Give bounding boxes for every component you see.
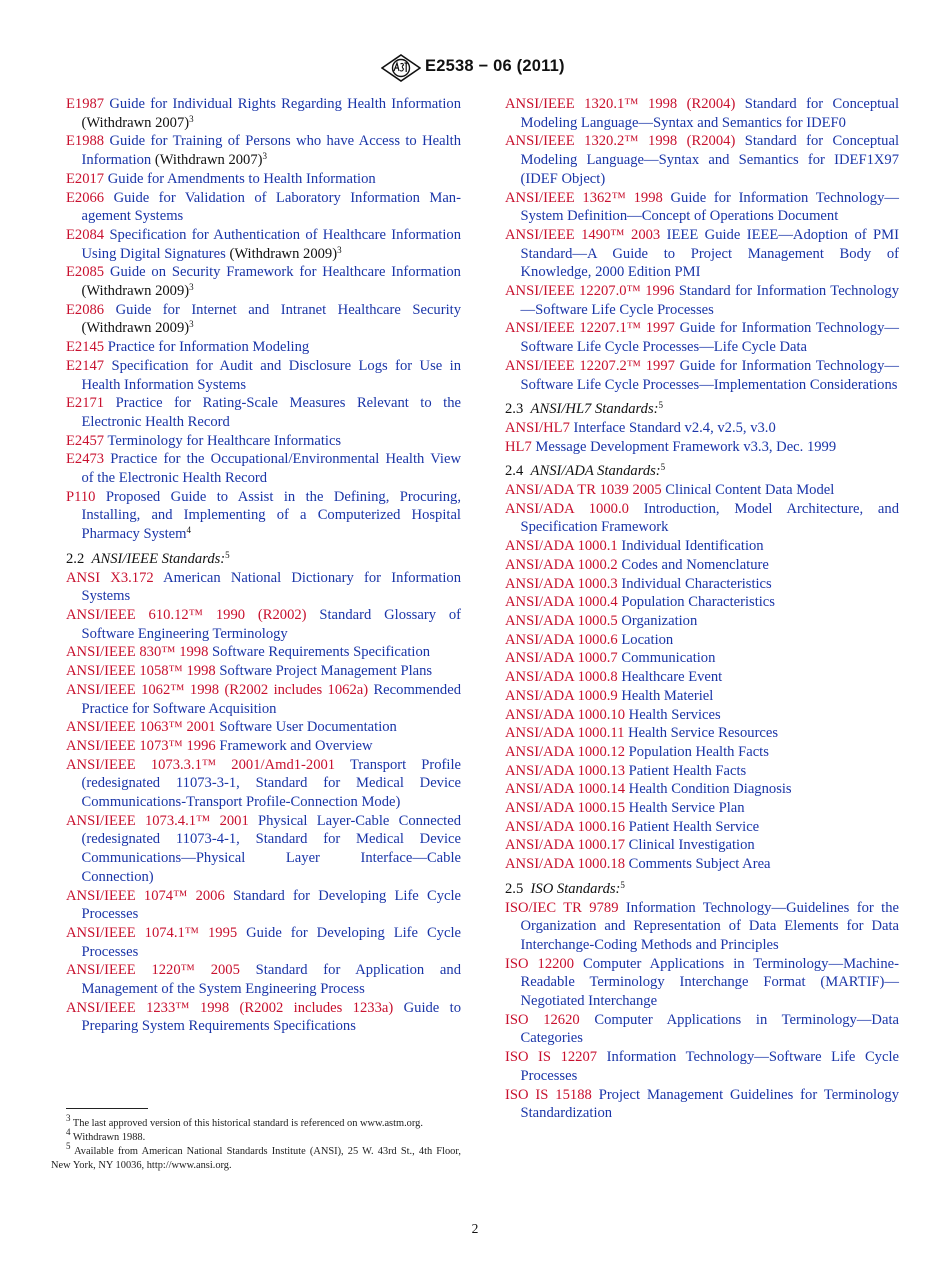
standard-title-link[interactable]: Framework and Overview: [219, 737, 373, 754]
standard-title-link[interactable]: Location: [621, 631, 674, 648]
standard-designation-link[interactable]: ISO IS 15188: [505, 1086, 592, 1103]
footnote-divider: [66, 1108, 148, 1109]
reference-entry: [505, 537, 899, 556]
reference-entry: [66, 170, 461, 189]
standard-designation-link[interactable]: ANSI/ADA 1000.13: [505, 762, 625, 779]
standard-title-link[interactable]: Recommended Practice for Software Acquisition: [81, 681, 461, 717]
reference-entry: [66, 95, 461, 132]
standard-title-link[interactable]: Software User Documentation: [219, 719, 397, 736]
standard-designation-link[interactable]: ANSI/IEEE 1062™ 1998 (R2002 includes 1062a): [66, 681, 369, 698]
section-title: ANSI/HL7 Standards:: [530, 401, 659, 418]
standard-title-link[interactable]: Population Health Facts: [628, 743, 769, 760]
standard-title-link[interactable]: Practice for Information Modeling: [107, 339, 310, 356]
standard-designation-link[interactable]: ANSI/ADA 1000.8: [505, 669, 618, 686]
withdrawn-note: (Withdrawn 2007): [81, 114, 190, 131]
standard-designation-link[interactable]: ISO 12620: [505, 1011, 580, 1028]
standard-title-link[interactable]: Health Service Resources: [628, 725, 779, 742]
standard-title-link[interactable]: Practice for Rating-Scale Measures Relevant to the Electronic Health Record: [81, 395, 461, 430]
standard-title-link[interactable]: Guide for Information Technology—Software Life Cycle Processes—Implementation Considerations: [520, 357, 899, 393]
reference-entry: [505, 357, 899, 394]
standard-title-link[interactable]: American National Dictionary for Information Systems: [81, 569, 461, 605]
section-number: 2.2: [66, 550, 85, 567]
reference-entry: [66, 301, 461, 338]
reference-entry: [66, 263, 461, 300]
standard-designation-link[interactable]: ANSI/IEEE 610.12™ 1990 (R2002): [66, 606, 307, 623]
footnote-ref[interactable]: 3: [189, 113, 194, 124]
withdrawn-note: (Withdrawn 2009): [81, 283, 190, 300]
section-title: ANSI/ADA Standards:: [530, 463, 661, 480]
standard-designation-link[interactable]: ANSI/ADA 1000.7: [505, 650, 618, 667]
reference-entry: [505, 818, 899, 837]
reference-entry: [66, 887, 461, 924]
standard-designation-link[interactable]: ANSI/IEEE 1320.2™ 1998 (R2004): [505, 133, 736, 150]
standard-title-link[interactable]: Patient Health Service: [628, 818, 760, 835]
page-number: 2: [471, 1221, 479, 1236]
reference-entry: [505, 1048, 899, 1085]
standard-designation-link[interactable]: E2066: [66, 189, 105, 206]
footnote-ref[interactable]: 3: [262, 151, 267, 162]
standard-designation-link[interactable]: ANSI/IEEE 1074™ 2006: [66, 887, 225, 904]
standard-title-link[interactable]: Computer Applications in Terminology—Data Categories: [520, 1011, 899, 1047]
standard-designation-link[interactable]: E1988: [66, 133, 105, 150]
standard-designation-link[interactable]: ANSI/ADA 1000.11: [505, 725, 625, 742]
left-column: [66, 95, 461, 1036]
standard-title-link[interactable]: Communication: [621, 650, 716, 667]
standard-designation-link[interactable]: ANSI/IEEE 1233™ 1998 (R2002 includes 1233a): [66, 999, 394, 1016]
standard-designation-link[interactable]: ISO/IEC TR 9789: [505, 899, 619, 916]
reference-entry: [66, 226, 461, 263]
reference-entry: [66, 756, 461, 812]
reference-entry: [505, 799, 899, 818]
reference-entry: [505, 1011, 899, 1048]
standard-title-link[interactable]: Terminology for Healthcare Informatics: [107, 432, 342, 449]
standard-designation-link[interactable]: ISO IS 12207: [505, 1049, 598, 1066]
standard-designation-link[interactable]: E2147: [66, 357, 105, 374]
standard-designation-link[interactable]: E2473: [66, 451, 105, 468]
standard-title-link[interactable]: Health Services: [628, 706, 721, 723]
astm-logo-icon: [381, 54, 421, 82]
standard-designation-link[interactable]: ISO 12200: [505, 955, 575, 972]
standard-designation-link[interactable]: ANSI/IEEE 1220™ 2005: [66, 962, 240, 979]
withdrawn-note: (Withdrawn 2009): [81, 320, 190, 337]
standard-title-link[interactable]: Guide on Security Framework for Healthcare Information: [109, 264, 461, 281]
standard-title-link[interactable]: Individual Characteristics: [621, 575, 772, 592]
standard-title-link[interactable]: Practice for the Occupational/Environmental Health View of the Electronic Health Record: [81, 451, 461, 487]
standard-designation-link[interactable]: E1987: [66, 96, 105, 112]
withdrawn-note: (Withdrawn 2007): [154, 152, 263, 169]
standard-title-link[interactable]: Patient Health Facts: [628, 762, 747, 779]
footnote-ref[interactable]: 3: [337, 244, 342, 255]
standard-designation-link[interactable]: ANSI/ADA 1000.3: [505, 575, 618, 592]
standard-title-link[interactable]: Proposed Guide to Assist in the Defining, Procuring, Installing, and Implementing of a Computerized Hospital Pharmacy System: [81, 488, 461, 543]
reference-entry: [505, 899, 899, 955]
footnote-ref[interactable]: 3: [189, 319, 194, 330]
standard-designation-link[interactable]: ANSI/IEEE 1058™ 1998: [66, 663, 216, 680]
standard-title-link[interactable]: Health Service Plan: [628, 800, 745, 817]
standard-title-link[interactable]: Guide for Internet and Intranet Healthcare Security: [115, 301, 461, 318]
footnote-ref[interactable]: 5: [658, 400, 664, 411]
standard-title-link[interactable]: Standard for Application and Management of the System Engineering Process: [81, 962, 461, 998]
section-heading-2-4: [505, 462, 899, 481]
reference-entry: [505, 226, 899, 282]
reference-entry: [66, 737, 461, 756]
standard-title-link[interactable]: Message Development Framework v3.3, Dec. 1999: [535, 438, 837, 455]
standard-title-link[interactable]: Population Characteristics: [621, 594, 775, 611]
section-number: 2.4: [505, 463, 524, 480]
reference-entry: [505, 500, 899, 537]
standard-title-link[interactable]: Guide to Preparing System Requirements Specifications: [81, 999, 462, 1035]
reference-entry: [505, 687, 899, 706]
standard-title-link[interactable]: Interface Standard v2.4, v2.5, v3.0: [573, 419, 776, 436]
reference-entry: [66, 718, 461, 737]
standard-title-link[interactable]: Standard for Developing Life Cycle Processes: [81, 887, 462, 923]
section-title: ANSI/IEEE Standards:: [91, 550, 226, 567]
standard-designation-link[interactable]: HL7: [505, 438, 532, 455]
reference-entry: [66, 450, 461, 487]
reference-entry: [505, 724, 899, 743]
standard-title-link[interactable]: Clinical Investigation: [628, 837, 755, 854]
standard-title-link[interactable]: IEEE Guide IEEE—Adoption of PMI Standard—A Guide to Project Management Body of Knowledge, 2000 Edition PMI: [520, 226, 899, 281]
standard-title-link[interactable]: Standard Glossary of Software Engineering Terminology: [81, 606, 462, 642]
standard-designation-link[interactable]: ANSI/ADA 1000.9: [505, 687, 618, 704]
standard-title-link[interactable]: Physical Layer-Cable Connected (redesignated 11073-4-1, Standard for Medical Device Communications—Physical Layer Interface—Cable Connection): [81, 812, 461, 885]
standard-title-link[interactable]: Standard for Information Technology—Software Life Cycle Processes: [520, 283, 899, 318]
reference-entry: [66, 338, 461, 357]
footnote-ref[interactable]: 3: [189, 282, 194, 293]
standard-designation-link[interactable]: ANSI/IEEE 12207.2™ 1997: [505, 357, 675, 374]
reference-entry: [66, 643, 461, 662]
footnote-ref[interactable]: 5: [620, 879, 625, 890]
standard-designation-link[interactable]: ANSI/IEEE 1074.1™ 1995: [66, 924, 238, 941]
reference-entry: [505, 836, 899, 855]
standard-title-link[interactable]: Health Materiel: [621, 687, 714, 704]
standard-title-link[interactable]: Codes and Nomenclature: [621, 556, 769, 573]
reference-entry: [505, 855, 899, 874]
reference-entry: [505, 955, 899, 1011]
standard-designation-link[interactable]: ANSI/ADA 1000.16: [505, 818, 625, 835]
right-column: [505, 95, 899, 1123]
reference-entry: [505, 649, 899, 668]
standard-designation-link[interactable]: ANSI X3.172: [66, 569, 154, 586]
standard-title-link[interactable]: Health Condition Diagnosis: [628, 781, 792, 798]
standard-designation-link[interactable]: ANSI/IEEE 1073™ 1996: [66, 737, 216, 754]
reference-entry: [505, 668, 899, 687]
section-title: ISO Standards:: [530, 880, 621, 897]
hl7-reference-list: [505, 419, 899, 456]
standard-title-link[interactable]: Information Technology—Software Life Cycle Processes: [520, 1049, 899, 1084]
standard-designation-link[interactable]: E2171: [66, 395, 105, 412]
reference-entry: [505, 593, 899, 612]
standard-designation-link[interactable]: ANSI/ADA 1000.17: [505, 837, 625, 854]
footnote-mark: 3: [66, 1113, 71, 1123]
standard-title-link[interactable]: Guide for Developing Life Cycle Processes: [81, 924, 461, 960]
standard-designation-link[interactable]: ANSI/IEEE 830™ 1998: [66, 644, 209, 661]
standard-title-link[interactable]: Standard for Conceptual Modeling Language—Syntax and Semantics for IDEF0: [520, 96, 900, 131]
reference-entry: [505, 319, 899, 356]
footnotes: [51, 1113, 461, 1173]
standard-title-link[interactable]: Guide for Amendments to Health Information: [107, 170, 376, 187]
standard-title-link[interactable]: Comments Subject Area: [628, 856, 771, 873]
standard-designation-link[interactable]: ANSI/IEEE 12207.0™ 1996: [505, 283, 675, 300]
standard-designation-link[interactable]: ANSI/ADA 1000.6: [505, 631, 618, 648]
standard-designation-link[interactable]: E2086: [66, 301, 105, 318]
section-number: 2.3: [505, 401, 524, 418]
standard-designation-link[interactable]: ANSI/IEEE 1320.1™ 1998 (R2004): [505, 96, 736, 112]
footnote-mark: 4: [66, 1127, 71, 1137]
reference-entry: [505, 95, 899, 132]
standard-designation-link[interactable]: ANSI/HL7: [505, 419, 570, 436]
standard-title-link[interactable]: Guide for Information Technology—Software Life Cycle Processes—Life Cycle Data: [520, 320, 899, 356]
standard-designation-link[interactable]: ANSI/ADA 1000.4: [505, 594, 618, 611]
reference-entry: [66, 681, 461, 718]
reference-entry: [505, 556, 899, 575]
standard-designation-link[interactable]: ANSI/ADA 1000.10: [505, 706, 625, 723]
reference-entry: [66, 394, 461, 431]
standard-designation-link[interactable]: ANSI/ADA TR 1039 2005: [505, 482, 662, 499]
standard-title-link[interactable]: Software Project Management Plans: [219, 663, 433, 680]
astm-reference-list: [66, 95, 461, 544]
section-heading-2-3: [505, 400, 899, 419]
section-number: 2.5: [505, 880, 524, 897]
standard-title-link[interactable]: Computer Applications in Terminology—Machine-Readable Terminology Interchange Format (MARTIF)—Negotiated Interchange: [520, 955, 899, 1010]
footnote-5: [51, 1141, 461, 1173]
footnote-mark: 5: [66, 1141, 71, 1151]
reference-entry: [505, 780, 899, 799]
standard-title-link[interactable]: Standard for Conceptual Modeling Language—Syntax and Semantics for IDEF1X97 (IDEF Object): [520, 133, 900, 187]
ieee-reference-list: [66, 569, 461, 1037]
standard-title-link[interactable]: Specification for Authentication of Healthcare Information Using Digital Signatures: [81, 226, 462, 262]
standard-designation-link[interactable]: E2017: [66, 170, 105, 187]
reference-entry: [505, 743, 899, 762]
withdrawn-note: (Withdrawn 2009): [229, 245, 338, 262]
standard-designation-link[interactable]: P110: [66, 488, 96, 505]
ieee-reference-list-continued: [505, 95, 899, 394]
standard-designation-link[interactable]: ANSI/IEEE 1073.3.1™ 2001/Amd1-2001: [66, 756, 336, 773]
reference-entry: [66, 189, 461, 226]
reference-entry: [505, 631, 899, 650]
standard-designation-link[interactable]: ANSI/ADA 1000.5: [505, 612, 618, 629]
footnote-ref[interactable]: 5: [660, 462, 666, 473]
standard-title-link[interactable]: Introduction, Model Architecture, and Specification Framework: [520, 500, 899, 536]
reference-entry: [505, 438, 899, 457]
standard-designation-link[interactable]: E2457: [66, 432, 105, 449]
footnote-text: Withdrawn 1988.: [72, 1132, 146, 1143]
reference-entry: [505, 1086, 899, 1123]
standard-title-link[interactable]: Specification for Audit and Disclosure Logs for Use in Health Information Systems: [81, 357, 462, 393]
reference-entry: [66, 961, 461, 998]
standard-designation-link[interactable]: ANSI/ADA 1000.2: [505, 556, 618, 573]
reference-entry: [505, 132, 899, 188]
standard-designation-link[interactable]: ANSI/ADA 1000.15: [505, 800, 625, 817]
standard-designation-link[interactable]: ANSI/ADA 1000.1: [505, 538, 618, 555]
footnote-text: Available from American National Standards Institute (ANSI), 25 W. 43rd St., 4th Floor, New York, NY 10036, http://www.ansi.org.: [51, 1146, 461, 1171]
standard-designation-link[interactable]: ANSI/IEEE 1490™ 2003: [505, 226, 661, 243]
reference-entry: [66, 357, 461, 394]
standard-title-link[interactable]: Information Technology—Guidelines for the Organization and Representation of Data Elements for Data Interchange-Coding Methods and Principles: [520, 899, 899, 953]
standard-designation-link[interactable]: ANSI/IEEE 12207.1™ 1997: [505, 320, 675, 337]
standard-designation-link[interactable]: ANSI/IEEE 1362™ 1998: [505, 189, 663, 206]
footnote-ref[interactable]: 5: [225, 549, 230, 560]
reference-entry: [505, 612, 899, 631]
standard-designation-link[interactable]: ANSI/ADA 1000.12: [505, 743, 625, 760]
reference-entry: [66, 924, 461, 961]
standard-title-link[interactable]: Guide for Validation of Laboratory Information Management Systems: [81, 189, 461, 225]
reference-entry: [66, 569, 461, 606]
section-heading-2-5: [505, 880, 899, 899]
standard-designation-link[interactable]: ANSI/ADA 1000.14: [505, 781, 625, 798]
section-heading-2-2: [66, 550, 461, 569]
reference-entry: [66, 662, 461, 681]
standard-title-link[interactable]: Software Requirements Specification: [212, 644, 431, 661]
reference-entry: [66, 132, 461, 169]
reference-entry: [505, 419, 899, 438]
standard-designation-link[interactable]: ANSI/IEEE 1073.4.1™ 2001: [66, 812, 249, 829]
standard-designation-link[interactable]: ANSI/ADA 1000.0: [505, 500, 629, 517]
reference-entry: [505, 706, 899, 725]
reference-entry: [66, 432, 461, 451]
standard-title-link[interactable]: Healthcare Event: [621, 669, 723, 686]
standard-title-link[interactable]: Guide for Information Technology—System Definition—Concept of Operations Document: [520, 189, 899, 225]
reference-entry: [66, 812, 461, 887]
standard-designation-link[interactable]: ANSI/ADA 1000.18: [505, 856, 625, 873]
footnote-4: [51, 1127, 461, 1145]
standard-designation-link[interactable]: E2084: [66, 226, 105, 243]
standard-title-link[interactable]: Transport Profile (redesignated 11073-3-1, Standard for Medical Device Communications-Transport Profile-Connection Mode): [81, 756, 462, 811]
reference-entry: [66, 606, 461, 643]
reference-entry: [505, 282, 899, 319]
footnote-text: The last approved version of this historical standard is referenced on www.astm.org.: [72, 1118, 423, 1129]
footnote-ref[interactable]: 4: [186, 525, 191, 536]
reference-entry: [66, 488, 461, 544]
reference-entry: [505, 762, 899, 781]
standard-title-link[interactable]: Clinical Content Data Model: [665, 482, 835, 499]
standard-designation-link[interactable]: E2145: [66, 339, 105, 356]
footnote-3: [51, 1113, 461, 1131]
reference-entry: [66, 999, 461, 1036]
standard-title-link[interactable]: Individual Identification: [621, 538, 764, 555]
standard-designation-link[interactable]: E2085: [66, 264, 105, 281]
page-header: [0, 52, 950, 86]
standard-title-link[interactable]: Project Management Guidelines for Terminology Standardization: [520, 1086, 899, 1122]
standard-designation-link[interactable]: ANSI/IEEE 1063™ 2001: [66, 719, 216, 736]
document-designation: E2538 − 06 (2011): [425, 57, 565, 75]
standard-title-link[interactable]: Guide for Training of Persons who have Access to Health Information: [81, 133, 461, 169]
iso-reference-list: [505, 899, 899, 1123]
reference-entry: [505, 481, 899, 500]
reference-entry: [505, 575, 899, 594]
ada-reference-list: [505, 481, 899, 874]
reference-entry: [505, 189, 899, 226]
standard-title-link[interactable]: Guide for Individual Rights Regarding Health Information: [109, 96, 461, 112]
standard-title-link[interactable]: Organization: [621, 612, 698, 629]
